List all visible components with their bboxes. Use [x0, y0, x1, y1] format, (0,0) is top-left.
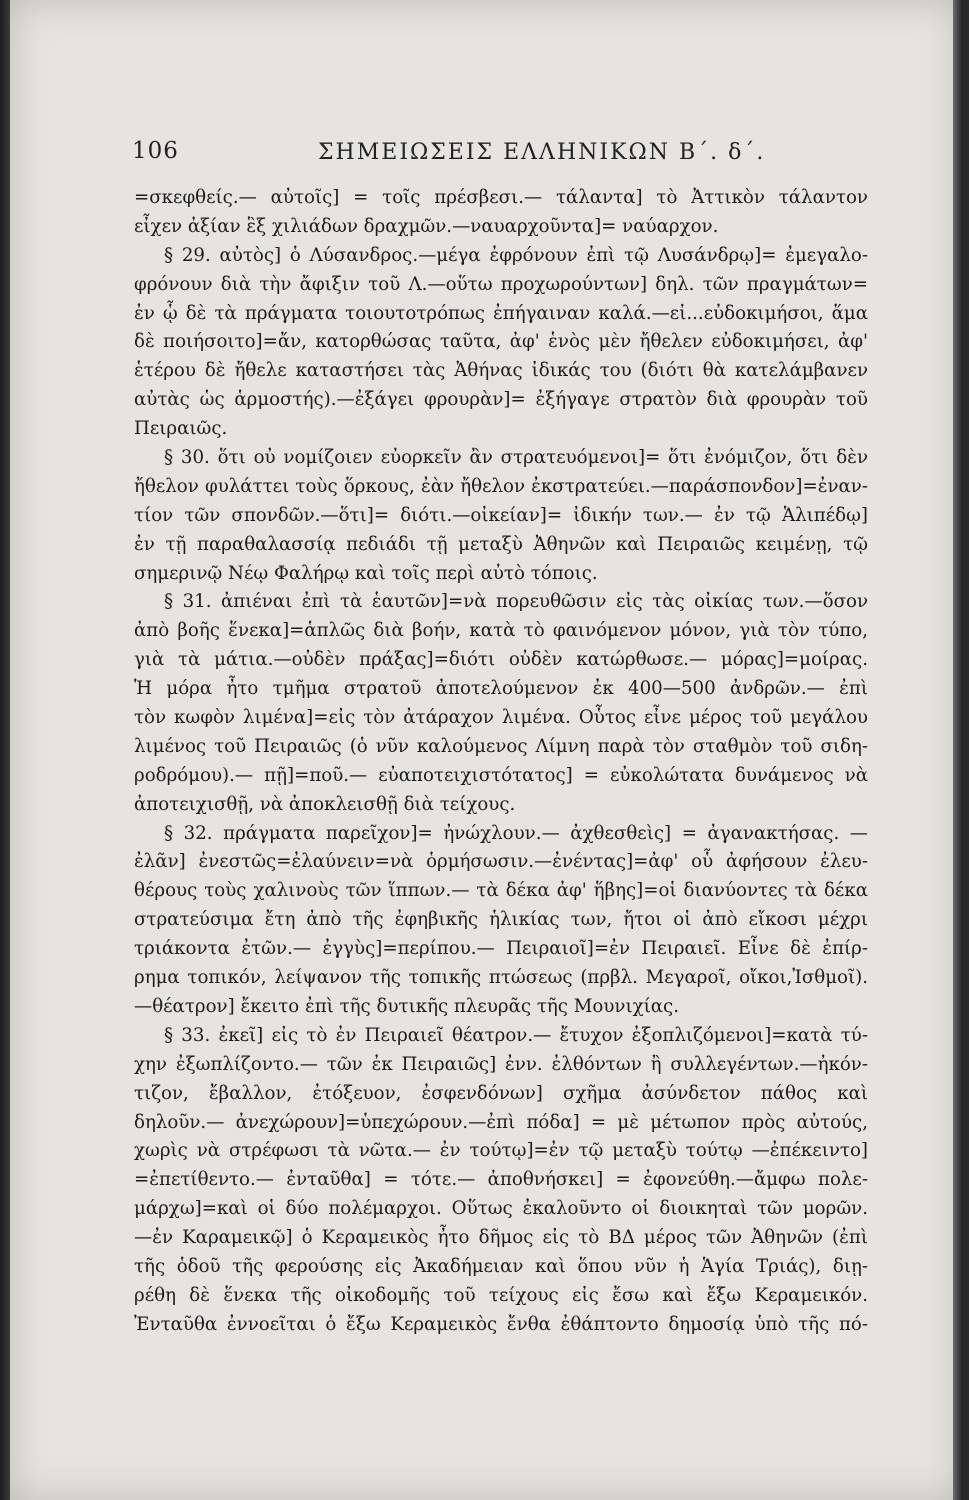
text-line: τίον τῶν σπονδῶν.—ὅτι]= διότι.—οἰκείαν]= ἰδικήν των.— ἐν τῷ Ἁλιπέδῳ]: [134, 504, 868, 526]
text-line: δὲ ποιήσοιτο]=ἄν, κατορθώσας ταῦτα, ἀφ' ἑνὸς μὲν ἤθελεν εὐδοκιμήσει, ἀφ': [134, 331, 868, 353]
text-line: ἤθελον φυλάττει τοὺς ὅρκους, ἐὰν ἤθελον ἐκστρατεύει.—παράσπονδον]=ἐναν-: [134, 475, 868, 497]
scan-right-edge: [953, 0, 961, 1500]
text-line: θέρους τοὺς χαλινοὺς τῶν ἵππων.— τὰ δέκα ἀφ' ἥβης]=οἱ διανύοντες τὰ δέκα: [134, 880, 868, 902]
text-line: εἶχεν ἀξίαν ἓξ χιλιάδων δραχμῶν.—ναυαρχοῦντα]= ναύαρχον.: [134, 215, 719, 237]
text-line: τῆς ὁδοῦ τῆς φερούσης εἰς Ἀκαδήμειαν καὶ ὅπου νῦν ἡ Ἁγία Τριάς), διῃ-: [134, 1255, 868, 1277]
text-line: φρόνουν διὰ τὴν ἄφιξιν τοῦ Λ.—οὕτω προχωρούντων] δηλ. τῶν πραγμάτων=: [134, 273, 868, 295]
text-line: τριάκοντα ἐτῶν.— ἐγγὺς]=περίπου.— Πειραιοῖ]=ἐν Πειραιεῖ. Εἶνε δὲ ἐπίρ-: [134, 938, 868, 960]
text-line: αὐτὰς ὡς ἁρμοστής).—ἐξάγει φρουρὰν]= ἐξήγαγε στρατὸν διὰ φρουρὰν τοῦ: [134, 389, 868, 411]
page-number: 106: [132, 138, 179, 164]
text-line: σημερινῷ Νέῳ Φαλήρῳ καὶ τοῖς περὶ αὐτὸ τόποις.: [134, 562, 598, 584]
text-line: ἐλᾶν] ἐνεστῶς=ἐλαύνειν=νὰ ὁρμήσωσιν.—ἐνέντας]=ἀφ' οὗ ἀφήσουν ἐλευ-: [134, 851, 868, 873]
text-line: ροδρόμου).— πῇ]=ποῦ.— εὐαποτειχιστότατος] = εὐκολώτατα δυνάμενος νὰ: [134, 764, 868, 786]
text-line: § 33. ἐκεῖ] εἰς τὸ ἐν Πειραιεῖ θέατρον.— ἔτυχον ἐξοπλιζόμενοι]=κατὰ τύ-: [164, 1024, 868, 1046]
text-line: § 29. αὐτὸς] ὁ Λύσανδρος.—μέγα ἐφρόνουν ἐπὶ τῷ Λυσάνδρῳ]= ἐμεγαλο-: [164, 244, 868, 266]
text-line: Πειραιῶς.: [134, 418, 228, 440]
text-line: λιμένος τοῦ Πειραιῶς (ὁ νῦν καλούμενος Λίμνη παρὰ τὸν σταθμὸν τοῦ σιδη-: [134, 735, 868, 757]
text-line: —θέατρον] ἔκειτο ἐπὶ τῆς δυτικῆς πλευρᾶς τῆς Μουνιχίας.: [134, 995, 679, 1017]
text-line: γιὰ τὰ μάτια.—οὐδὲν πράξας]=διότι οὐδὲν κατώρθωσε.— μόρας]=μοίρας.: [134, 649, 868, 671]
text-line: § 30. ὅτι οὐ νομίζοιεν εὐορκεῖν ἂν στρατευόμενοι]= ὅτι ἐνόμιζον, ὅτι δὲν: [164, 447, 868, 469]
text-line: χην ἐξωπλίζοντο.— τῶν ἐκ Πειραιῶς] ἐνν. ἐλθόντων ἢ συλλεγέντων.—ἠκόν-: [134, 1053, 868, 1075]
text-line: ρημα τοπικόν, λείψανον τῆς τοπικῆς πτώσεως (πρβλ. Μεγαροῖ, οἴκοι,Ἰσθμοῖ).: [134, 967, 868, 989]
text-line: =σκεφθείς.— αὐτοῖς] = τοῖς πρέσβεσι.— τάλαντα] τὸ Ἀττικὸν τάλαντον: [134, 187, 868, 208]
text-line: ἀποτειχισθῇ, νὰ ἀποκλεισθῇ διὰ τείχους.: [134, 793, 516, 815]
running-title: ΣΗΜΕΙΩΣΕΙΣ ΕΛΛΗΝΙΚΩΝ Β΄. δ΄.: [318, 140, 766, 165]
commentary-text: [134, 184, 868, 1340]
text-line: § 32. πράγματα παρεῖχον]= ἠνώχλουν.— ἀχθεσθεὶς] = ἀγανακτήσας. —: [164, 822, 868, 844]
text-line: μάρχω]=καὶ οἱ δύο πολέμαρχοι. Οὕτως ἐκαλοῦντο οἱ διοικηταὶ τῶν μορῶν.: [134, 1198, 868, 1220]
text-line: χωρὶς νὰ στρέφωσι τὰ νῶτα.— ἐν τούτῳ]=ἐν τῷ μεταξὺ τούτῳ —ἐπέκειντο]: [134, 1140, 868, 1162]
text-line: =ἐπετίθεντο.— ἐνταῦθα] = τότε.— ἀποθνήσκει] = ἐφονεύθη.—ἄμφω πολε-: [134, 1169, 868, 1191]
text-line: ἀπὸ βοῆς ἕνεκα]=ἁπλῶς διὰ βοήν, κατὰ τὸ φαινόμενον μόνον, γιὰ τὸν τύπο,: [134, 620, 868, 642]
text-line: ἐν τῇ παραθαλασσίᾳ πεδιάδι τῇ μεταξὺ Ἀθηνῶν καὶ Πειραιῶς κειμένῃ, τῷ: [134, 533, 868, 555]
text-line: ἐν ᾧ δὲ τὰ πράγματα τοιουτοτρόπως ἐπήγαιναν καλά.—εἰ...εὐδοκιμήσοι, ἅμα: [134, 302, 868, 324]
scan-left-edge: [0, 0, 10, 1500]
text-line: Ἐνταῦθα ἐννοεῖται ὁ ἔξω Κεραμεικὸς ἔνθα ἐθάπτοντο δημοσίᾳ ὑπὸ τῆς πό-: [134, 1313, 868, 1335]
text-line: ἑτέρου δὲ ἤθελε καταστήσει τὰς Ἀθήνας ἰδικάς του (διότι θὰ κατελάμβανεν: [134, 360, 868, 382]
page-header: [132, 138, 872, 172]
text-line: στρατεύσιμα ἔτη ἀπὸ τῆς ἐφηβικῆς ἡλικίας των, ἤτοι οἱ ἀπὸ εἴκοσι μέχρι: [134, 909, 868, 931]
text-line: —ἐν Καραμεικῷ] ὁ Κεραμεικὸς ἦτο δῆμος εἰς τὸ ΒΔ μέρος τῶν Ἀθηνῶν (ἐπὶ: [134, 1227, 868, 1249]
text-line: τὸν κωφὸν λιμένα]=εἰς τὸν ἀτάραχον λιμένα. Οὗτος εἶνε μέρος τοῦ μεγάλου: [134, 707, 868, 729]
text-line: ρέθη δὲ ἕνεκα τῆς οἰκοδομῆς τοῦ τείχους εἰς ἔσω καὶ ἔξω Κεραμεικόν.: [134, 1284, 868, 1306]
text-line: τιζον, ἔβαλλον, ἐτόξευον, ἐσφενδόνων] σχῆμα ἀσύνδετον πάθος καὶ: [134, 1082, 868, 1104]
text-line: δηλοῦν.— ἀνεχώρουν]=ὑπεχώρουν.—ἐπὶ πόδα] = μὲ μέτωπον πρὸς αὐτούς,: [134, 1111, 868, 1133]
text-line: Ἡ μόρα ἦτο τμῆμα στρατοῦ ἀποτελούμενον ἐκ 400—500 ἀνδρῶν.— ἐπὶ: [134, 678, 868, 700]
text-line: § 31. ἀπιέναι ἐπὶ τὰ ἑαυτῶν]=νὰ πορευθῶσιν εἰς τὰς οἰκίας των.—ὅσον: [164, 591, 868, 613]
